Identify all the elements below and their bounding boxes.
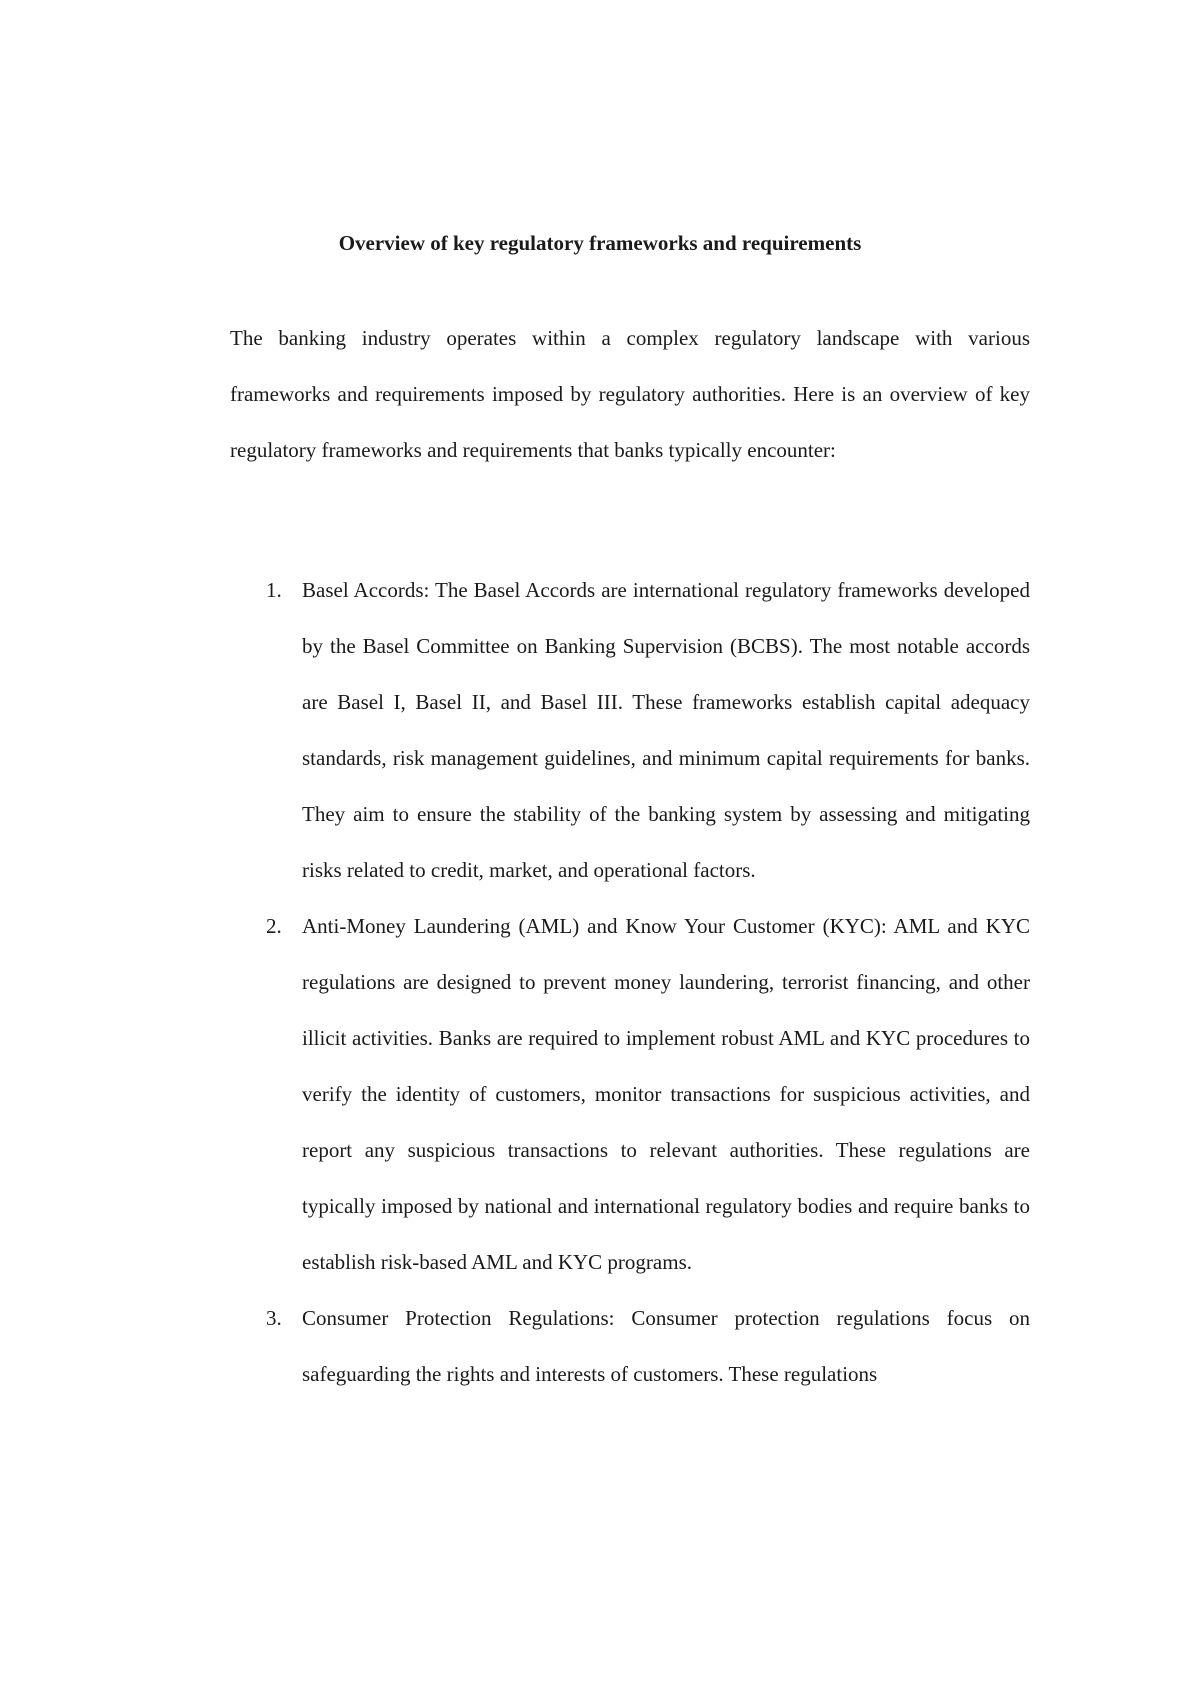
- list-item-number: 1.: [266, 578, 282, 602]
- list-item-number: 2.: [266, 914, 282, 938]
- list-item: [230, 1290, 1030, 1402]
- list-item-text: Basel Accords: The Basel Accords are international regulatory frameworks developed by the Basel Committee on Banking Supervision (BCBS). The most notable accords are Basel I, Basel II, and Basel III. These frameworks establish capital adequacy standards, risk management guidelines, and minimum capital requirements for banks. They aim to ensure the stability of the banking system by assessing and mitigating risks related to credit, market, and operational factors.: [302, 578, 1030, 882]
- frameworks-list: [230, 562, 1030, 1402]
- list-item-text: Anti-Money Laundering (AML) and Know Your Customer (KYC): AML and KYC regulations are designed to prevent money laundering, terrorist financing, and other illicit activities. Banks are required to implement robust AML and KYC procedures to verify the identity of customers, monitor transactions for suspicious activities, and report any suspicious transactions to relevant authorities. These regulations are typically imposed by national and international regulatory bodies and require banks to establish risk-based AML and KYC programs.: [302, 914, 1030, 1274]
- list-item-text: Consumer Protection Regulations: Consumer protection regulations focus on safeguarding the rights and interests of customers. These regulations: [302, 1306, 1030, 1386]
- intro-paragraph: The banking industry operates within a complex regulatory landscape with various frameworks and requirements imposed by regulatory authorities. Here is an overview of key regulatory frameworks and requirements that banks typically encounter:: [230, 326, 1030, 462]
- list-item: [230, 562, 1030, 898]
- document-title: Overview of key regulatory frameworks and requirements: [338, 231, 862, 255]
- list-item: [230, 898, 1030, 1290]
- list-item-number: 3.: [266, 1306, 282, 1330]
